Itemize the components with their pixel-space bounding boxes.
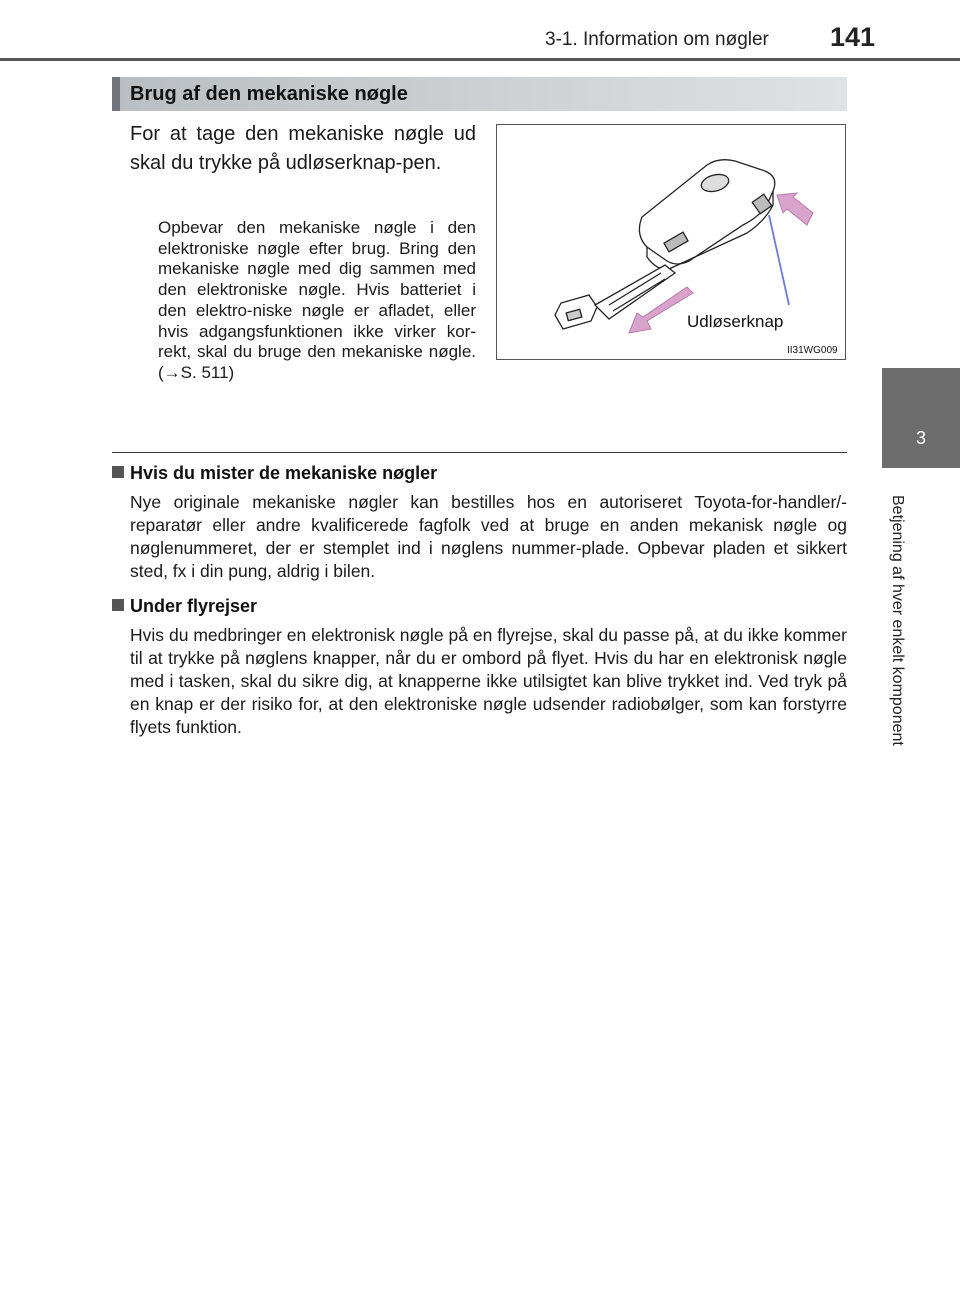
header-rule (0, 58, 960, 61)
page-number: 141 (830, 22, 876, 52)
press-arrow-icon (777, 193, 813, 225)
subsection-heading-flights (112, 596, 257, 617)
chapter-title: Betjening af hver enkelt komponent (889, 495, 906, 746)
figure-code: II31WG009 (787, 345, 838, 356)
bullet-square-icon (112, 599, 124, 611)
arrow-icon: → (163, 362, 181, 382)
subsection-text-flights: Hvis du medbringer en elektronisk nøgle på en flyrejse, skal du passe på, at du ikke kommer til at trykke på nøglens knapper, når du er ombord på flyet. Hvis du har en elektronisk nøgle med i tasken, skal du sikre dig, at knapperne ikke utilsigtet kan blive trykket ind. Ved tryk på en knap er der risiko for, at den elektroniske nøgle udsender radiobølger, som kan forstyrre flyets funktion. (130, 625, 847, 737)
section-label: 3-1. Information om nøgler (545, 29, 769, 50)
heading-accent (112, 77, 120, 111)
note-text (158, 218, 476, 384)
electronic-key-icon (639, 160, 774, 270)
subsection-title: Under flyrejser (130, 596, 258, 616)
chapter-title-vertical (890, 495, 922, 815)
section-heading-bar (112, 77, 847, 111)
note-body: Opbevar den mekaniske nøgle i den elektroniske nøgle efter brug. Bring den mekaniske nøgle med dig sammen med den elektroniske nøgle. Hvis batteriet i den elektro-niske nøgle er afladet, eller hvis adgangsfunktionen ikke virker kor-rekt, skal du bruge den mekaniske nøgle. ( (158, 218, 476, 382)
release-button-label: Udløserknap (687, 312, 784, 331)
subsection-title: Hvis du mister de mekaniske nøgler (130, 463, 438, 483)
bullet-square-icon (112, 466, 124, 478)
key-figure (496, 124, 846, 360)
key-illustration (497, 125, 845, 359)
mechanical-key-icon (555, 265, 675, 329)
chapter-number: 3 (915, 428, 926, 448)
leader-line (769, 215, 789, 305)
section-divider (112, 452, 847, 453)
page-reference: S. 511) (180, 362, 235, 382)
section-heading: Brug af den mekaniske nøgle (130, 83, 408, 105)
subsection-heading-lost-keys (112, 463, 437, 484)
intro-text: For at tage den mekaniske nøgle ud skal du trykke på udløserknap-pen. (130, 123, 476, 174)
subsection-text-lost-keys: Nye originale mekaniske nøgler kan bestilles hos en autoriseret Toyota-for-handler/-reparatør eller andre kvalificerede fagfolk ved at bruge en anden mekanisk nøgle og nøglenummeret, der er stemplet ind i nøglens nummer-plade. Opbevar pladen et sikkert sted, fx i din pung, aldrig i bilen. (130, 492, 847, 581)
chapter-tab (882, 368, 960, 468)
